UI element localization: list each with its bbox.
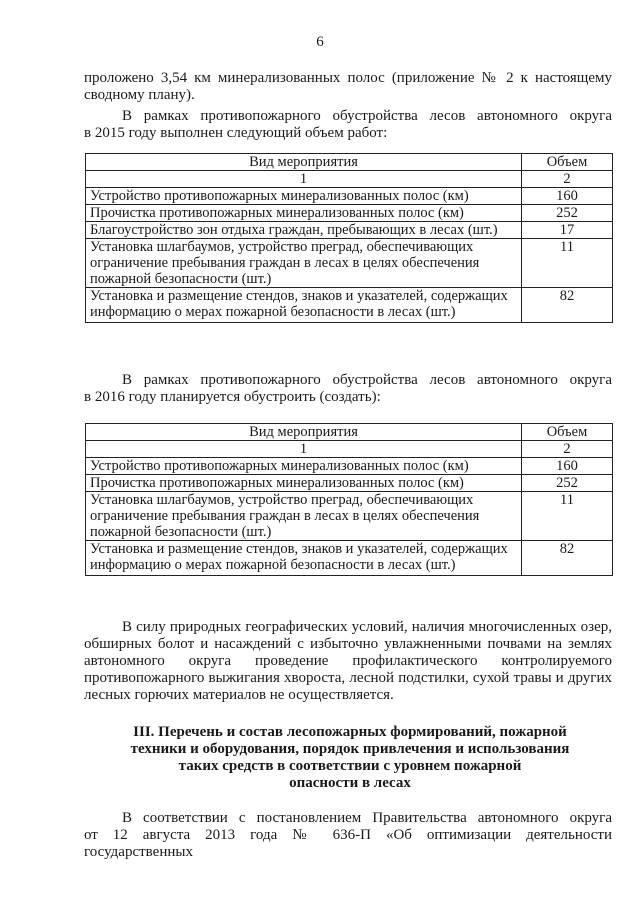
activity-cell: Установка и размещение стендов, знаков и указателей, содержащих информацию о мерах пожарной безопасности в лесах (шт.) [86,288,522,323]
header-activity: Вид мероприятия [86,154,522,171]
text-line: В соответствии с постановлением Правительства автономного округа [122,810,612,826]
table-index-row [86,441,613,458]
text-line: в 2016 году планируется обустроить (создать): [84,389,381,405]
table-row [86,492,613,541]
intro-paragraph [84,70,612,104]
text-line: сводному плану). [84,87,195,103]
volume-cell: 82 [522,541,613,576]
table-row [86,239,613,288]
paragraph-2015 [84,108,612,142]
index-activity: 1 [86,441,522,458]
heading-line: техники и оборудования, порядок привлечения и использования [130,741,570,757]
activity-cell: Установка и размещение стендов, знаков и указателей, содержащих информацию о мерах пожарной безопасности в лесах (шт.) [86,541,522,576]
text-line: в 2015 году выполнен следующий объем работ: [84,125,388,141]
activity-cell: Прочистка противопожарных минерализованных полос (км) [86,475,522,492]
table-row [86,205,613,222]
text-line: проложено 3,54 км минерализованных полос (приложение № 2 к настоящему [84,70,612,86]
table-row [86,458,613,475]
final-paragraph [84,810,612,861]
heading-line: таких средств в соответствии с уровнем пожарной [178,758,522,774]
text-line: обширных болот и насаждений с избыточно увлажненными почвами на землях [84,636,612,652]
volume-cell: 11 [522,492,613,541]
activity-cell: Прочистка противопожарных минерализованных полос (км) [86,205,522,222]
text-line: лесных горючих материалов не осуществляется. [84,687,394,703]
header-activity: Вид мероприятия [86,424,522,441]
text-line: автономного округа проведение профилактического контролируемого [84,653,612,669]
section-heading [120,724,580,792]
index-volume: 2 [522,441,613,458]
activity-cell: Благоустройство зон отдыха граждан, пребывающих в лесах (шт.) [86,222,522,239]
activity-cell: Устройство противопожарных минерализованных полос (км) [86,188,522,205]
text-line: противопожарного выжигания хвороста, лесной подстилки, сухой травы и других [84,670,612,686]
volume-cell: 252 [522,475,613,492]
table-row [86,288,613,323]
activity-cell: Установка шлагбаумов, устройство преград, обеспечивающих ограничение пребывания граждан в лесах в целях обеспечения пожарной безопасности (шт.) [86,239,522,288]
volume-cell: 160 [522,458,613,475]
text-line: от 12 августа 2013 года № 636-П «Об оптимизации деятельности государственных [84,827,612,860]
text-line: В силу природных географических условий, наличия многочисленных озер, [122,619,612,635]
table-index-row [86,171,613,188]
table-header-row [86,424,613,441]
volume-cell: 17 [522,222,613,239]
works-table-2015 [85,153,613,323]
index-activity: 1 [86,171,522,188]
table-row [86,541,613,576]
natural-conditions-paragraph [84,619,612,704]
volume-cell: 160 [522,188,613,205]
table-header-row [86,154,613,171]
activity-cell: Устройство противопожарных минерализованных полос (км) [86,458,522,475]
text-line: В рамках противопожарного обустройства лесов автономного округа [122,108,612,124]
table-row [86,222,613,239]
paragraph-2016 [84,372,612,406]
header-volume: Объем [522,154,613,171]
heading-line: опасности в лесах [289,775,411,791]
volume-cell: 11 [522,239,613,288]
works-table-2016 [85,423,613,576]
volume-cell: 252 [522,205,613,222]
volume-cell: 82 [522,288,613,323]
heading-line: III. Перечень и состав лесопожарных формирований, пожарной [133,724,567,740]
page-number: 6 [316,34,324,50]
table-row [86,188,613,205]
text-line: В рамках противопожарного обустройства лесов автономного округа [122,372,612,388]
index-volume: 2 [522,171,613,188]
header-volume: Объем [522,424,613,441]
table-row [86,475,613,492]
activity-cell: Установка шлагбаумов, устройство преград, обеспечивающих ограничение пребывания граждан в лесах в целях обеспечения пожарной безопасности (шт.) [86,492,522,541]
